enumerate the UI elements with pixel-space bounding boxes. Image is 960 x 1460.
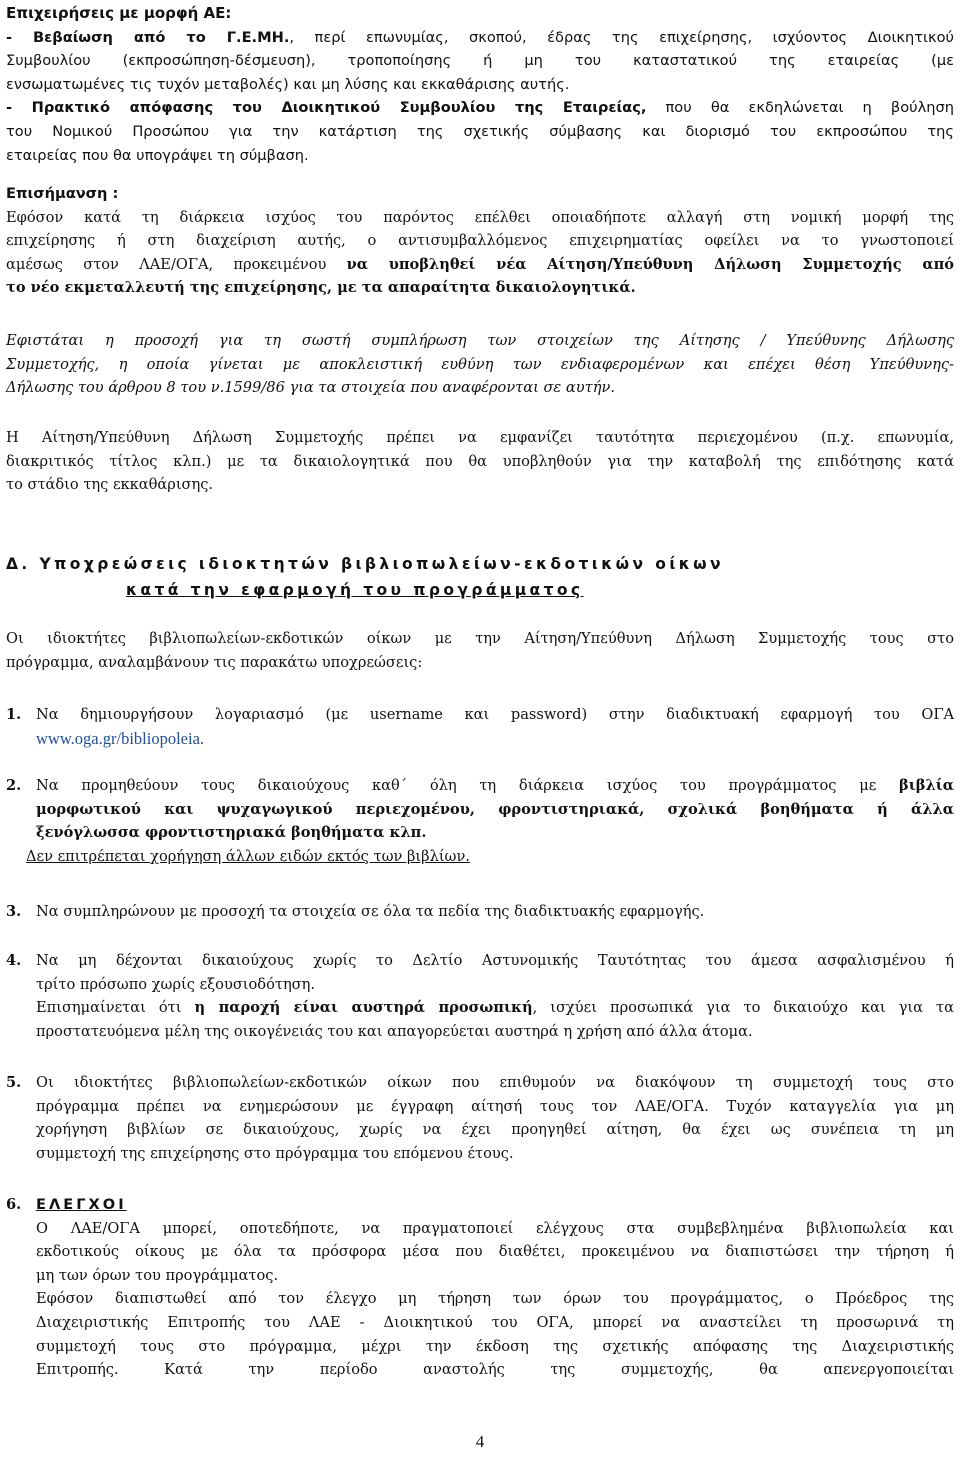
obligation-4-line-3 xyxy=(6,996,954,1020)
obligation-1-line-1 xyxy=(6,703,954,727)
note-line-3-text: αμέσως στον ΛΑΕ/ΟΓΑ, προκειμένου xyxy=(6,255,347,273)
section-d-intro xyxy=(6,627,954,674)
note-line-2: επιχείρησης ή στη διαχείριση αυτής, ο αντισυμβαλλόμενος επιχειρηματίας οφείλει να το γνωστοποιεί xyxy=(6,232,954,250)
obligation-6-heading xyxy=(6,1193,954,1217)
board-minutes-text: που θα εκδηλώνεται η βούληση xyxy=(646,99,954,117)
obligation-3 xyxy=(6,900,954,924)
note-line-4 xyxy=(6,276,954,300)
care-paragraph xyxy=(6,329,954,400)
obligation-1-text: Να δημιουργήσουν λογαριασμό (με username και password) στην διαδικτυακή εφαρμογή του ΟΓΑ xyxy=(36,706,954,723)
obligation-3-line-1 xyxy=(6,900,954,924)
gemh-certificate-text: , περί επωνυμίας, σκοπού, έδρας της επιχείρησης, ισχύοντος Διοικητικού xyxy=(289,28,954,46)
obligation-4-line-3-rest: , ισχύει προσωπικά για το δικαιούχο και για τα xyxy=(532,999,954,1017)
note-line-3 xyxy=(6,253,954,277)
obligation-2 xyxy=(6,774,954,868)
note-label: Επισήμανση : xyxy=(6,185,119,202)
gemh-certificate-line-1 xyxy=(6,26,954,50)
obligation-6-line-3: μη των όρων του προγράμματος. xyxy=(36,1266,279,1284)
obligation-2-text: Να προμηθεύουν τους δικαιούχους καθ΄ όλη τη διάρκεια ισχύος του προγράμματος με xyxy=(36,777,900,794)
obligation-2-line-2 xyxy=(6,798,954,822)
obligation-5 xyxy=(6,1071,954,1165)
board-minutes-line-2: του Νομικού Προσώπου για την κατάρτιση της σχετικής σύμβασης και διορισμό του εκπροσώπου της xyxy=(6,122,954,140)
identity-line-2: διακριτικός τίτλος κλπ.) με τα δικαιολογητικά που θα υποβληθούν για την καταβολή της επιδότησης κατά xyxy=(6,452,954,470)
section-d-title xyxy=(6,551,954,603)
obligation-6-line-4: Εφόσον διαπιστωθεί από τον έλεγχο μη τήρηση των όρων του προγράμματος, ο Πρόεδρος της xyxy=(36,1290,954,1308)
obligation-5-line-2: πρόγραμμα πρέπει να ενημερώσουν με έγγραφη αίτησή τους τον ΛΑΕ/ΟΓΑ. Τυχόν καταγγελία για μη xyxy=(36,1097,954,1115)
care-line-3 xyxy=(6,376,954,400)
obligation-2-line-3 xyxy=(6,821,954,845)
gemh-certificate-line-3: ενσωματωμένες τις τυχόν μεταβολές) και μη λύσης και εκκαθάρισης αυτής. xyxy=(6,75,570,93)
obligation-5-line-3: χορήγηση βιβλίων σε δικαιούχους, χωρίς να έχει προηγηθεί αίτηση, θα έχει ως συνέπεια τη μη xyxy=(36,1121,954,1139)
obligation-3-text: Να συμπληρώνουν με προσοχή τα στοιχεία σε όλα τα πεδία της διαδικτυακής εφαρμογής. xyxy=(36,903,705,920)
obligation-4 xyxy=(6,949,954,1043)
care-line-1-text: Εφιστάται η προσοχή για τη σωστή συμπλήρωση των στοιχείων της Αίτησης / Υπεύθυνης Δήλωσης xyxy=(6,332,954,349)
obligation-6-line-7: Επιτροπής. Κατά την περίοδο αναστολής της συμμετοχής, θα απενεργοποιείται xyxy=(36,1361,954,1379)
obligation-5-line-1 xyxy=(6,1071,954,1095)
companies-ae-block xyxy=(6,2,954,167)
identity-line-1: Η Αίτηση/Υπεύθυνη Δήλωση Συμμετοχής πρέπει να εμφανίζει ταυτότητα περιεχομένου (π.χ. επωνυμία, xyxy=(6,429,954,446)
obligation-2-bold-3: ξενόγλωσσα φροντιστηριακά βοηθήματα κλπ. xyxy=(36,824,427,842)
obligation-4-text: Να μη δέχονται δικαιούχους χωρίς το Δελτίο Αστυνομικής Ταυτότητας του άμεσα ασφαλισμένου ή xyxy=(36,952,954,969)
board-minutes-label: - Πρακτικό απόφασης του Διοικητικού Συμβουλίου της Εταιρείας, xyxy=(6,99,647,117)
obligation-1-number: 1. xyxy=(6,706,22,723)
obligation-6-line-6: συμμετοχή τους στο πρόγραμμα, μέχρι την έκδοση της σχετικής απόφασης της Διαχειριστικής xyxy=(36,1337,954,1355)
intro-line-1: Οι ιδιοκτήτες βιβλιοπωλείων-εκδοτικών οίκων με την Αίτηση/Υπεύθυνη Δήλωση Συμμετοχής τους στο xyxy=(6,630,954,647)
section-d-title-line-2 xyxy=(6,577,954,603)
obligation-6-line-5: Διαχειριστικής Επιτροπής του ΛΑΕ - Διοικητικού του ΟΓΑ, μπορεί να αναστείλει τη προσωρινά τη xyxy=(36,1313,954,1331)
obligation-4-line-2: τρίτο πρόσωπο χωρίς εξουσιοδότηση. xyxy=(36,975,316,993)
obligation-2-line-4 xyxy=(6,845,954,869)
obligation-2-number: 2. xyxy=(6,777,22,794)
companies-ae-heading: Επιχειρήσεις με μορφή ΑΕ: xyxy=(6,4,232,22)
identity-line-3: το στάδιο της εκκαθάρισης. xyxy=(6,476,214,494)
obligation-4-line-3-text: Επισημαίνεται ότι xyxy=(36,999,195,1017)
identity-paragraph xyxy=(6,426,954,497)
page-number: 4 xyxy=(475,1432,485,1451)
intro-line-2: πρόγραμμα, αναλαμβάνουν τις παρακάτω υποχρεώσεις: xyxy=(6,653,423,671)
obligation-6-line-1: Ο ΛΑΕ/ΟΓΑ μπορεί, οποτεδήποτε, να πραγματοποιεί ελέγχους στα συμβεβλημένα βιβλιοπωλεία και xyxy=(36,1219,954,1237)
obligation-4-line-1 xyxy=(6,949,954,973)
obligation-6 xyxy=(6,1193,954,1382)
note-line-3-bold: να υποβληθεί νέα Αίτηση/Υπεύθυνη Δήλωση Συμμετοχής από xyxy=(346,255,954,273)
obligation-6-title: ΕΛΕΓΧΟΙ xyxy=(36,1196,127,1213)
obligation-5-number: 5. xyxy=(6,1074,22,1091)
obligation-5-line-4: συμμετοχή της επιχείρησης στο πρόγραμμα του επόμενου έτους. xyxy=(36,1144,514,1162)
obligation-6-number: 6. xyxy=(6,1196,22,1213)
section-d-title-line-2-text: κατά την εφαρμογή του προγράμματος xyxy=(126,581,584,599)
note-line-1: Εφόσον κατά τη διάρκεια ισχύος του παρόντος επέλθει οποιαδήποτε αλλαγή στη νομική μορφή της xyxy=(6,208,954,226)
care-line-3-text: Δήλωσης του άρθρου 8 του ν.1599/86 για τα στοιχεία που αναφέρονται σε αυτήν. xyxy=(6,379,615,397)
obligation-6-line-2: εκδοτικούς οίκους με όλα τα πρόσφορα μέσα που διαθέτει, προκειμένου να διαπιστώσει την τήρηση ή xyxy=(36,1243,954,1261)
gemh-certificate-label: - Βεβαίωση από το Γ.Ε.ΜΗ. xyxy=(6,28,290,46)
board-minutes-line-3: εταιρείας που θα υπογράψει τη σύμβαση. xyxy=(6,146,309,164)
care-line-1 xyxy=(6,329,954,353)
obligation-4-line-4: προστατευόμενα μέλη της οικογένειάς του και απαγορεύεται αυστηρά η χρήση από άλλα άτομα. xyxy=(36,1022,753,1040)
obligation-2-line-1 xyxy=(6,774,954,798)
obligation-5-text: Οι ιδιοκτήτες βιβλιοπωλείων-εκδοτικών οίκων που επιθυμούν να διακόψουν τη συμμετοχή τους στο xyxy=(36,1074,954,1091)
note-line-4-bold: το νέο εκμεταλλευτή της επιχείρησης, με τα απαραίτητα δικαιολογητικά. xyxy=(6,279,636,297)
board-minutes-line-1 xyxy=(6,96,954,120)
section-d-title-line-1: Δ. Υποχρεώσεις ιδιοκτητών βιβλιοπωλείων-εκδοτικών οίκων xyxy=(6,555,724,573)
obligation-2-bold-2: μορφωτικού και ψυχαγωγικού περιεχομένου, φροντιστηριακά, σχολικά βοηθήματα ή άλλα xyxy=(36,800,954,818)
bibliopoleia-link[interactable]: www.oga.gr/bibliopoleia. xyxy=(36,728,205,748)
obligation-1 xyxy=(6,703,954,751)
gemh-certificate-line-2: Συμβουλίου (εκπροσώπηση-δέσμευση), τροποποίησης ή μη του καταστατικού της εταιρείας (με xyxy=(6,52,954,70)
obligation-3-number: 3. xyxy=(6,903,22,920)
obligation-4-number: 4. xyxy=(6,952,22,969)
care-line-2-text: Συμμετοχής, η οποία γίνεται με αποκλειστική ευθύνη των ενδιαφερομένων και επέχει θέση Υπεύθυνης- xyxy=(6,355,954,373)
obligation-4-line-3-bold: η παροχή είναι αυστηρά προσωπική xyxy=(194,999,533,1017)
obligation-1-line-2 xyxy=(6,727,954,752)
care-line-2 xyxy=(6,353,954,377)
obligation-2-bold-1: βιβλία xyxy=(899,777,954,794)
note-block xyxy=(6,182,954,300)
obligation-2-underlined: Δεν επιτρέπεται χορήγηση άλλων ειδών εκτός των βιβλίων. xyxy=(26,847,470,865)
